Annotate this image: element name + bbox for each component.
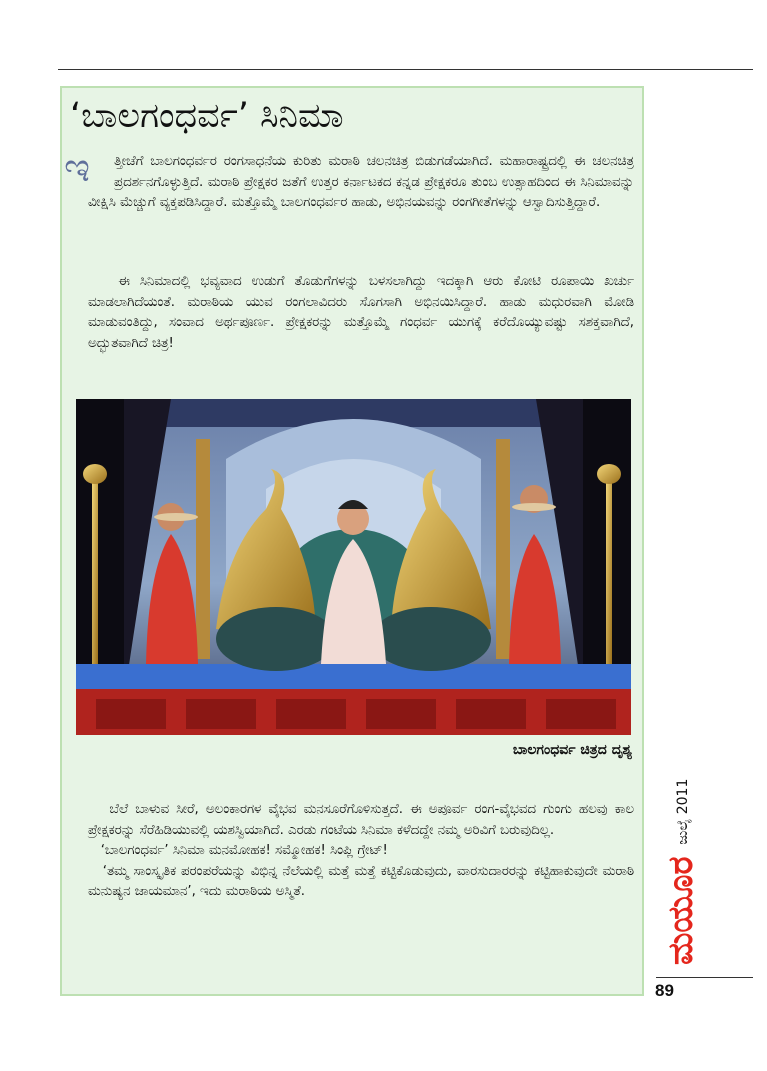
photo-caption: ಬಾಲಗಂಧರ್ವ ಚಿತ್ರದ ದೃಶ್ಯ <box>512 742 632 758</box>
film-still-photo <box>76 399 631 735</box>
top-rule <box>58 69 753 70</box>
issue-date: ಜುಲೈ 2011 <box>675 778 691 845</box>
sidebar-rule <box>656 977 753 978</box>
paragraph-3 <box>88 800 634 903</box>
article-headline: ‘ಬಾಲಗಂಧರ್ವ’ ಸಿನಿಮಾ <box>70 96 344 136</box>
sidebar-vertical <box>663 779 699 965</box>
page-number: 89 <box>655 981 674 1000</box>
paragraph-2-text: ಈ ಸಿನಿಮಾದಲ್ಲಿ ಭವ್ಯವಾದ ಉಡುಗೆ ತೊಡುಗೆಗಳನ್ನು ಬಳಸಲಾಗಿದ್ದು ಇದಕ್ಕಾಗಿ ಆರು ಕೋಟಿ ರೂಪಾಯಿ ಖರ್ಚು ಮಾಡಲಾಗಿದೆಯಂತೆ. ಮರಾಠಿಯ ಯುವ ರಂಗಲಾವಿದರು ಸೊಗಸಾಗಿ ಅಭಿನಯಿಸಿದ್ದಾರೆ. ಹಾಡು ಮಧುರವಾಗಿ ಮೋಡಿ ಮಾಡುವಂತಿದ್ದು, ಸಂವಾದ ಅರ್ಥಪೂರ್ಣ. ಪ್ರೇಕ್ಷಕರನ್ನು ಮತ್ತೊಮ್ಮೆ ಗಂಧರ್ವ ಯುಗಕ್ಕೆ ಕರೆದೊಯ್ಯುವಷ್ಟು ಸಶಕ್ತವಾಗಿದೆ, ಅದ್ಭುತವಾಗಿದೆ ಚಿತ್ರ! <box>88 274 634 351</box>
paragraph-4-text: ‘ಬಾಲಗಂಧರ್ವ’ ಸಿನಿಮಾ ಮನಮೋಹಕ! ಸಮ್ಮೋಹಕ! ಸಿಂಪ್ಲಿ ಗ್ರೇಟ್! <box>100 843 388 859</box>
paragraph-5-text: ‘ತಮ್ಮ ಸಾಂಸ್ಕೃತಿಕ ಪರಂಪರೆಯನ್ನು ವಿಭಿನ್ನ ನೆಲೆಯಲ್ಲಿ ಮತ್ತೆ ಮತ್ತೆ ಕಟ್ಟಿಕೊಡುವುದು, ವಾರಸುದಾರರನ್ನು ಕಟ್ಟಿಹಾಕುವುದೇ ಮರಾಠಿ ಮನುಷ್ಯನ ಜಾಯಮಾನ’, ಇದು ಮರಾಠಿಯ ಅಸ್ಮಿತೆ. <box>88 863 634 900</box>
paragraph-1 <box>88 152 634 214</box>
magazine-logo: ಮಯೂರ <box>661 856 701 965</box>
paragraph-2 <box>88 272 634 354</box>
paragraph-3-text: ಬೆಲೆ ಬಾಳುವ ಸೀರೆ, ಅಲಂಕಾರಗಳ ವೈಭವ ಮನಸೂರೆಗೊಳಿಸುತ್ತದೆ. ಈ ಅಪೂರ್ವ ರಂಗ-ವೈಭವದ ಗುಂಗು ಹಲವು ಕಾಲ ಪ್ರೇಕ್ಷಕರನ್ನು ಸೆರೆಹಿಡಿಯುವಲ್ಲಿ ಯಶಸ್ವಿಯಾಗಿದೆ. ಎರಡು ಗಂಟೆಯ ಸಿನಿಮಾ ಕಳೆದದ್ದೇ ನಮ್ಮ ಅರಿವಿಗೆ ಬರುವುದಿಲ್ಲ. <box>88 802 634 838</box>
drop-cap: ಇ <box>64 145 90 191</box>
paragraph-1-text: ತ್ತೀಚೆಗೆ ಬಾಲಗಂಧರ್ವರ ರಂಗಸಾಧನೆಯ ಕುರಿತು ಮರಾಠಿ ಚಲನಚಿತ್ರ ಬಿಡುಗಡೆಯಾಗಿದೆ. ಮಹಾರಾಷ್ಟ್ರದಲ್ಲಿ ಈ ಚಲನಚಿತ್ರ ಪ್ರದರ್ಶನಗೊಳ್ಳುತ್ತಿದೆ. ಮರಾಠಿ ಪ್ರೇಕ್ಷಕರ ಜತೆಗೆ ಉತ್ತರ ಕರ್ನಾಟಕದ ಕನ್ನಡ ಪ್ರೇಕ್ಷಕರೂ ತುಂಬ ಉತ್ಸಾಹದಿಂದ ಈ ಸಿನಿಮಾವನ್ನು ವೀಕ್ಷಿಸಿ ಮೆಚ್ಚುಗೆ ವ್ಯಕ್ತಪಡಿಸಿದ್ದಾರೆ. ಮತ್ತೊಮ್ಮೆ ಬಾಲಗಂಧರ್ವರ ಹಾಡು, ಅಭಿನಯವನ್ನು ರಂಗಗೀತೆಗಳನ್ನು ಆಸ್ವಾದಿಸುತ್ತಿದ್ದಾರೆ. <box>88 154 634 211</box>
